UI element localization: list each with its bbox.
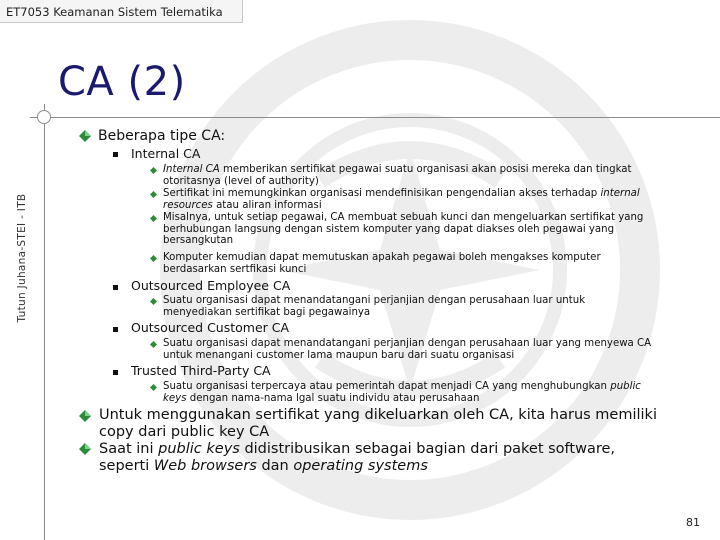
point-text: Sertifikat ini memungkinkan organisasi mendefinisikan pengendalian akses terhadap internal resources atau aliran informasi <box>163 188 640 211</box>
ca-type-name: Outsourced Employee CA <box>131 278 291 293</box>
closing-text: Untuk menggunakan sertifikat yang dikeluarkan oleh CA, kita harus memiliki copy dari public key CA <box>99 407 657 440</box>
small-diamond-bullet-icon <box>150 167 157 174</box>
page-number: 81 <box>686 516 700 529</box>
square-bullet-icon <box>113 370 118 375</box>
point-text: Suatu organisasi dapat menandatangani perjanjian dengan perusahaan luar yang menyewa CA untuk menangani customer lama maupun baru dari suatu organisasi <box>163 338 652 361</box>
vertical-rule <box>44 104 45 540</box>
small-diamond-bullet-icon <box>150 341 157 348</box>
diamond-bullet-icon <box>79 443 91 455</box>
square-bullet-icon <box>113 327 118 332</box>
small-diamond-bullet-icon <box>150 191 157 198</box>
slide-title: CA (2) <box>58 59 186 105</box>
small-diamond-bullet-icon <box>150 255 157 262</box>
diamond-bullet-icon <box>79 130 91 142</box>
course-title: ET7053 Keamanan Sistem Telematika <box>6 5 223 19</box>
ca-type-name: Outsourced Customer CA <box>131 320 290 335</box>
small-diamond-bullet-icon <box>150 384 157 391</box>
rule-junction-circle <box>37 110 51 124</box>
point-text: Komputer kemudian dapat memutuskan apakah pegawai boleh mengakses komputer berdasarkan sertfikasi kunci <box>163 252 601 275</box>
horizontal-rule <box>30 117 720 118</box>
ca-type-name: Internal CA <box>131 146 201 161</box>
small-diamond-bullet-icon <box>150 298 157 305</box>
point-text: Suatu organisasi terpercaya atau pemerintah dapat menjadi CA yang menghubungkan public keys dengan nama-nama lgal suatu individu atau perusahaan <box>163 381 641 404</box>
point-text: Suatu organisasi dapat menandatangani perjanjian dengan perusahaan luar untuk menyediakan sertifikat bagi pegawainya <box>163 295 586 318</box>
closing-text: Saat ini public keys didistribusikan sebagai bagian dari paket software, seperti Web browsers dan operating systems <box>99 441 616 474</box>
small-diamond-bullet-icon <box>150 215 157 222</box>
header-bar <box>0 0 243 23</box>
square-bullet-icon <box>113 152 118 157</box>
point-text: Misalnya, untuk setiap pegawai, CA membuat sebuah kunci dan mengeluarkan sertifikat yang berhubungan langsung dengan sistem komputer yang dapat diakses oleh pegawai yang bersangkutan <box>163 212 644 246</box>
point-text: Internal CA memberikan sertifikat pegawai suatu organisasi akan posisi mereka dan tingkat otoritasnya (level of authority) <box>163 164 632 187</box>
diamond-bullet-icon <box>79 410 91 422</box>
ca-type-name: Trusted Third-Party CA <box>131 363 271 378</box>
square-bullet-icon <box>113 285 118 290</box>
intro-text: Beberapa tipe CA: <box>98 128 226 144</box>
author-side-label: Tutun Juhana-STEI - ITB <box>16 193 28 323</box>
